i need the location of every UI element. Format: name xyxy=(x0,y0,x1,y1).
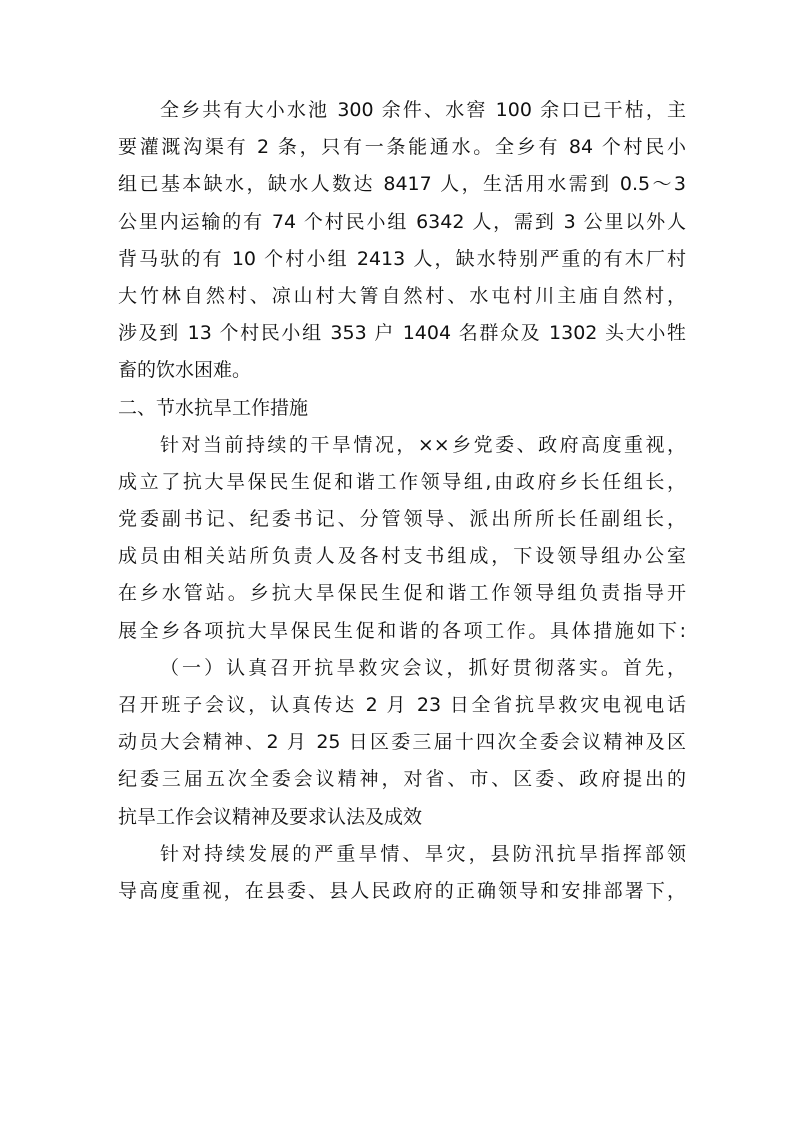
text-line: 成员由相关站所负责人及各村支书组成，下设领导组办公室 xyxy=(118,545,686,568)
text-line: 大竹林自然村、凉山村大箐自然村、水屯村川主庙自然村， xyxy=(118,284,686,307)
text-line: 全乡共有大小水池 300 余件、水窖 100 余口已干枯，主 xyxy=(160,99,686,121)
text-line: 针对持续发展的严重旱情、旱灾，县防汛抗旱指挥部领 xyxy=(160,842,686,865)
text-line: 动员大会精神、2 月 25 日区委三届十四次全委会议精神及区 xyxy=(118,731,686,754)
text-line: 展全乡各项抗大旱保民生促和谐的各项工作。具体措施如下: xyxy=(118,619,686,642)
text-line: 纪委三届五次全委会议精神，对省、市、区委、政府提出的 xyxy=(118,768,686,791)
text-line: 组已基本缺水，缺水人数达 8417 人，生活用水需到 0.5～3 xyxy=(118,173,686,196)
text-line: （一）认真召开抗旱救灾会议，抓好贯彻落实。首先， xyxy=(160,656,686,679)
text-line: 畜的饮水困难。 xyxy=(118,359,252,382)
text-line: 召开班子会议，认真传达 2 月 23 日全省抗旱救灾电视电话 xyxy=(118,694,686,716)
text-line: 抗旱工作会议精神及要求认法及成效 xyxy=(118,805,423,828)
document-page xyxy=(118,92,686,910)
paragraph-measures xyxy=(118,427,686,650)
paragraph-meeting xyxy=(118,650,686,836)
paragraph-county-response xyxy=(118,836,686,910)
text-line: 党委副书记、纪委书记、分管领导、派出所所长任副组长， xyxy=(118,508,686,531)
text-line: 成立了抗大旱保民生促和谐工作领导组,由政府乡长任组长， xyxy=(118,470,686,493)
section-heading: 二、节水抗旱工作措施 xyxy=(118,396,309,419)
paragraph-water-shortage xyxy=(118,92,686,390)
text-line: 导高度重视，在县委、县人民政府的正确领导和安排部署下， xyxy=(118,879,686,902)
text-line: 在乡水管站。乡抗大旱保民生促和谐工作领导组负责指导开 xyxy=(118,582,686,605)
text-line: 要灌溉沟渠有 2 条，只有一条能通水。全乡有 84 个村民小 xyxy=(118,136,686,159)
text-line: 涉及到 13 个村民小组 353 户 1404 名群众及 1302 头大小牲 xyxy=(118,322,686,345)
text-line: 公里内运输的有 74 个村民小组 6342 人，需到 3 公里以外人 xyxy=(118,210,686,233)
text-line: 针对当前持续的干旱情况，××乡党委、政府高度重视， xyxy=(160,433,686,456)
text-line: 背马驮的有 10 个村小组 2413 人，缺水特别严重的有木厂村 xyxy=(118,247,686,270)
